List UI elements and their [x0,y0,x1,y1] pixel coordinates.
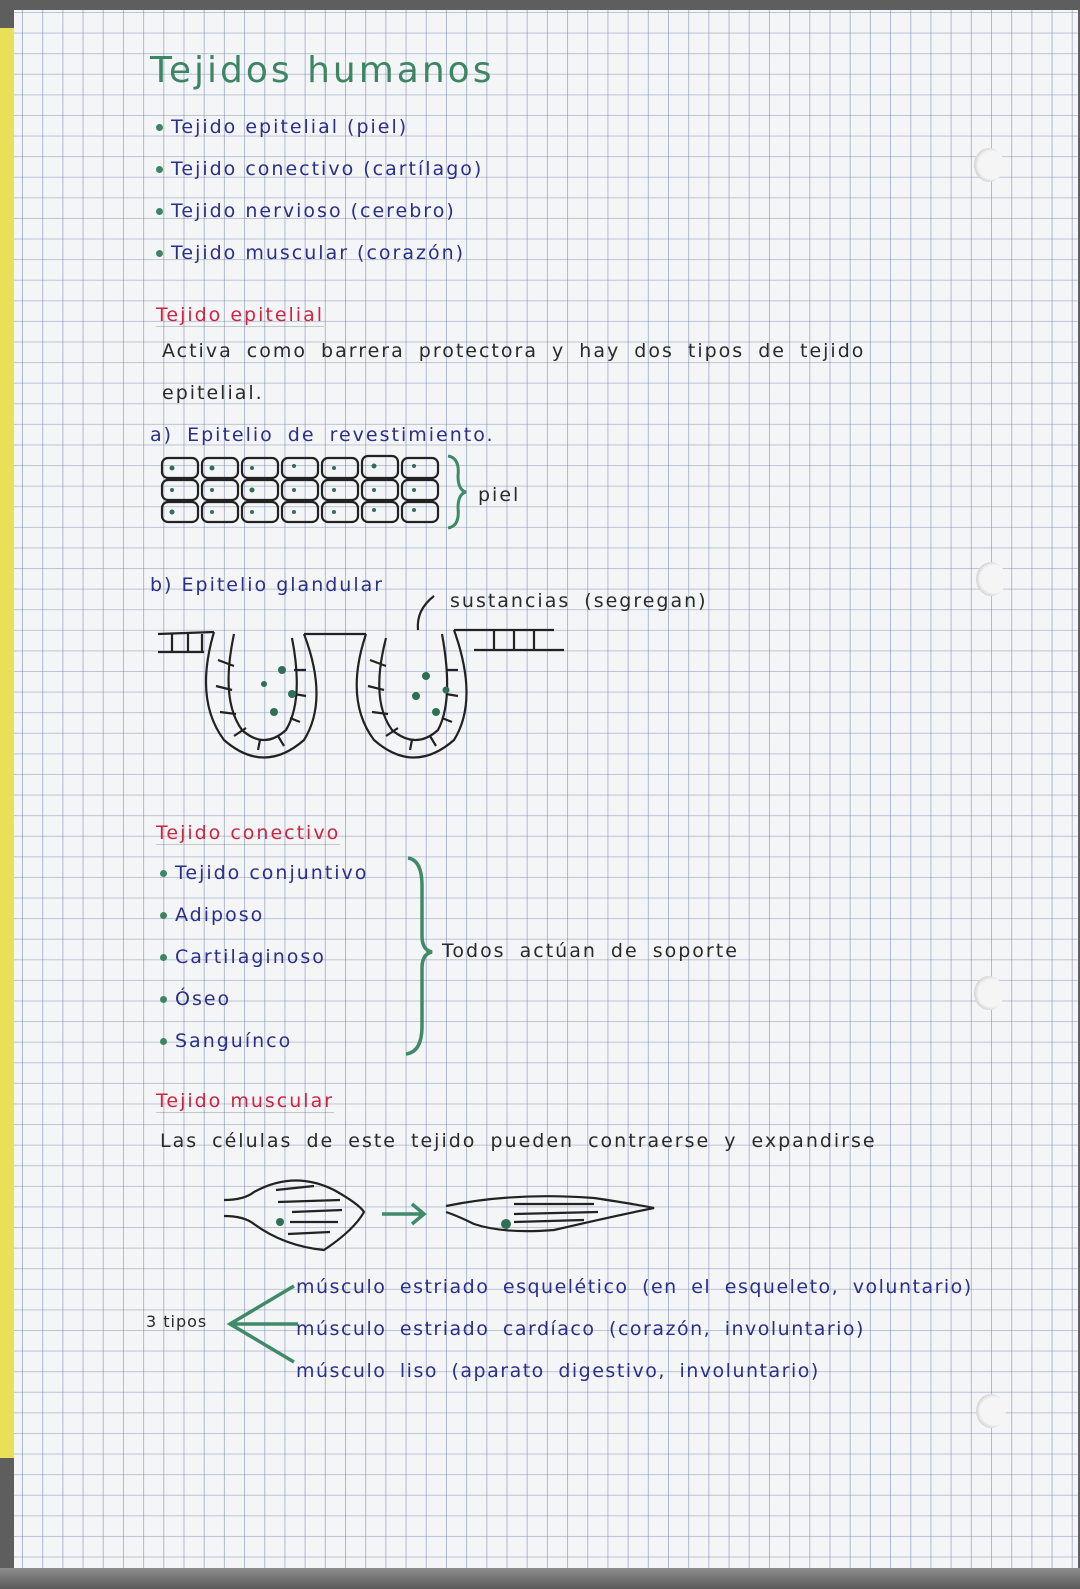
overview-item [156,242,465,264]
punch-hole [976,1394,1006,1428]
conectivo-item [160,904,264,926]
glandular-epithelium-diagram [154,590,574,780]
muscle-type-item: músculo estriado cardíaco (corazón, involuntario) [296,1318,865,1340]
notebook-page [14,10,1078,1570]
epithelium-cells-diagram [160,450,460,530]
sustancias-label: sustancias (segregan) [450,590,708,612]
conectivo-item-text: Óseo [175,988,232,1010]
overview-item [156,158,483,180]
section-heading-epitelial: Tejido epitelial [156,304,324,326]
conectivo-item [160,946,326,968]
muscular-description: Las células de este tejido pueden contraerse y expandirse [160,1130,877,1152]
conectivo-item-text: Tejido conjuntivo [175,862,369,884]
overview-item-text: Tejido muscular (corazón) [171,242,466,264]
arrow-right-icon [382,1204,424,1224]
epitelial-description: Activa como barrera protectora y hay dos tipos de tejido [162,340,866,362]
branch-arrow-icon [224,1280,304,1370]
epitelial-description-cont: epitelial. [162,382,264,404]
table-edge [0,1568,1080,1589]
conectivo-item [160,1030,292,1052]
epitelio-revestimiento-label: a) Epitelio de revestimiento. [150,424,495,446]
tres-tipos-label: 3 tipos [146,1312,208,1331]
overview-item-text: Tejido nervioso (cerebro) [171,200,456,222]
bullet-icon [160,870,167,877]
conectivo-item-text: Cartilaginoso [175,946,326,968]
curly-brace-icon [404,856,444,1056]
bullet-icon [160,1038,167,1045]
epitelio-glandular-label: b) Epitelio glandular [150,574,385,596]
overview-item [156,200,456,222]
bullet-icon [160,954,167,961]
bullet-icon [156,208,163,215]
muscle-type-item: músculo liso (aparato digestivo, involuntario) [296,1360,820,1382]
punch-hole [976,562,1006,596]
muscle-type-item: músculo estriado esquelético (en el esqueleto, voluntario) [296,1276,973,1298]
notebook-binding-edge [0,28,14,1458]
bullet-icon [156,124,163,131]
punch-hole [974,976,1004,1010]
bullet-icon [160,996,167,1003]
conectivo-item-text: Adiposo [175,904,265,926]
bullet-icon [156,166,163,173]
piel-label: piel [478,484,521,506]
conectivo-item [160,988,231,1010]
muscle-cell-diagram [214,1170,674,1270]
page-title: Tejidos humanos [150,50,495,91]
overview-item [156,116,408,138]
overview-item-text: Tejido epitelial (piel) [171,116,409,138]
section-heading-conectivo: Tejido conectivo [156,822,341,844]
bullet-icon [156,250,163,257]
bullet-icon [160,912,167,919]
conectivo-item [160,862,368,884]
soporte-label: Todos actúan de soporte [442,940,739,962]
section-heading-muscular: Tejido muscular [156,1090,335,1112]
overview-item-text: Tejido conectivo (cartílago) [171,158,484,180]
punch-hole [974,148,1004,182]
conectivo-item-text: Sanguínco [175,1030,293,1052]
